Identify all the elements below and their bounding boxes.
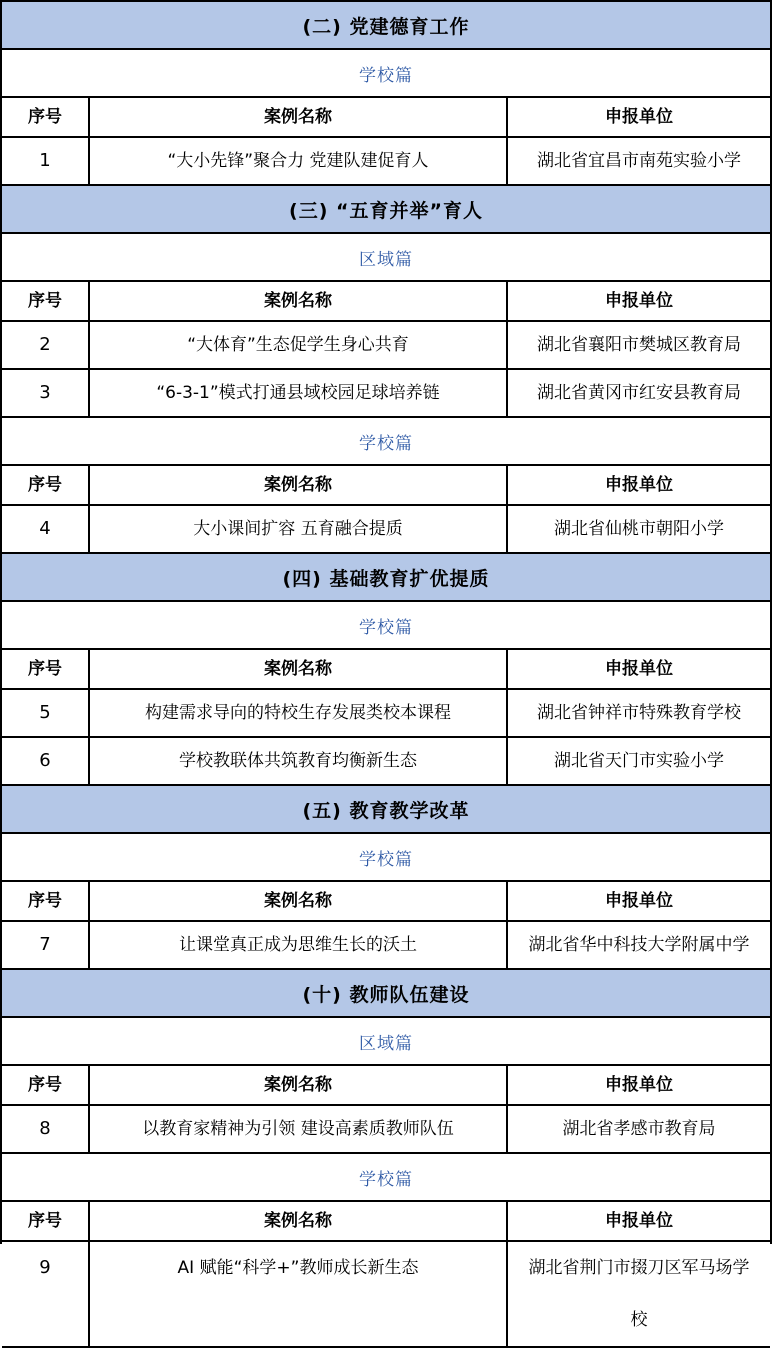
category-row: [2, 234, 770, 282]
section-banner: [2, 186, 770, 234]
column-header-unit: 申报单位: [605, 1074, 673, 1095]
unit-name: 湖北省天门市实验小学: [554, 750, 724, 771]
column-header-unit: 申报单位: [605, 474, 673, 495]
row-number: 3: [2, 370, 90, 416]
section: [2, 554, 770, 786]
row-number: 1: [2, 138, 90, 184]
row-number: 8: [2, 1106, 90, 1152]
category-label: 学校篇: [359, 849, 413, 870]
category-row: [2, 834, 770, 882]
section-title: (三) “五育并举”育人: [289, 199, 483, 222]
column-header-no: 序号: [2, 882, 90, 920]
column-header-unit: 申报单位: [605, 106, 673, 127]
category-label: 区域篇: [359, 1033, 413, 1054]
unit-name: 湖北省襄阳市樊城区教育局: [537, 334, 741, 355]
category-row: [2, 418, 770, 466]
table-row: [2, 138, 770, 186]
row-number: 5: [2, 690, 90, 736]
category-label: 学校篇: [359, 65, 413, 86]
table-header-row: [2, 882, 770, 922]
row-number: 2: [2, 322, 90, 368]
column-header-unit: 申报单位: [605, 890, 673, 911]
category-group: [2, 1018, 770, 1154]
table-row: [2, 922, 770, 970]
row-number: 4: [2, 506, 90, 552]
column-header-case-name: 案例名称: [90, 282, 508, 320]
table-row: [2, 322, 770, 370]
column-header-no: 序号: [2, 98, 90, 136]
table-header-row: [2, 282, 770, 322]
table-row: [2, 690, 770, 738]
section-title: (五) 教育教学改革: [302, 799, 470, 822]
unit-name: 湖北省钟祥市特殊教育学校: [537, 702, 741, 723]
section-title: (二) 党建德育工作: [302, 15, 470, 38]
column-header-no: 序号: [2, 466, 90, 504]
column-header-case-name: 案例名称: [90, 466, 508, 504]
table-row: [2, 738, 770, 786]
table-header-row: [2, 466, 770, 506]
section-banner: [2, 970, 770, 1018]
section-banner: [2, 2, 770, 50]
section: [2, 970, 770, 1348]
case-name: 学校教联体共筑教育均衡新生态: [90, 738, 508, 784]
category-row: [2, 602, 770, 650]
table-header-row: [2, 1066, 770, 1106]
row-number: 9: [2, 1242, 90, 1346]
unit-name: 湖北省黄冈市红安县教育局: [537, 382, 741, 403]
category-label: 学校篇: [359, 433, 413, 454]
case-name: 让课堂真正成为思维生长的沃土: [90, 922, 508, 968]
category-group: [2, 834, 770, 970]
row-number: 6: [2, 738, 90, 784]
column-header-case-name: 案例名称: [90, 650, 508, 688]
column-header-no: 序号: [2, 1066, 90, 1104]
section: [2, 186, 770, 554]
unit-name: 湖北省仙桃市朝阳小学: [554, 518, 724, 539]
section: [2, 786, 770, 970]
table-row: [2, 506, 770, 554]
category-label: 区域篇: [359, 249, 413, 270]
section-banner: [2, 554, 770, 602]
column-header-unit: 申报单位: [605, 1210, 673, 1231]
section: [2, 2, 770, 186]
category-group: [2, 234, 770, 418]
table-header-row: [2, 650, 770, 690]
case-name: “大小先锋”聚合力 党建队建促育人: [90, 138, 508, 184]
column-header-unit: 申报单位: [605, 658, 673, 679]
column-header-no: 序号: [2, 282, 90, 320]
column-header-no: 序号: [2, 650, 90, 688]
section-banner: [2, 786, 770, 834]
category-row: [2, 1018, 770, 1066]
unit-name: 湖北省宜昌市南苑实验小学: [537, 150, 741, 171]
column-header-case-name: 案例名称: [90, 1202, 508, 1240]
unit-name: 湖北省华中科技大学附属中学: [528, 934, 750, 955]
category-label: 学校篇: [359, 1169, 413, 1190]
category-group: [2, 50, 770, 186]
category-row: [2, 1154, 770, 1202]
section-title: (四) 基础教育扩优提质: [282, 567, 490, 590]
row-number: 7: [2, 922, 90, 968]
case-name: “大体育”生态促学生身心共育: [90, 322, 508, 368]
column-header-case-name: 案例名称: [90, 1066, 508, 1104]
table-row: [2, 370, 770, 418]
category-group: [2, 1154, 770, 1348]
case-name: 构建需求导向的特校生存发展类校本课程: [90, 690, 508, 736]
case-name: AI 赋能“科学+”教师成长新生态: [90, 1242, 508, 1346]
table-row: [2, 1242, 770, 1348]
category-group: [2, 602, 770, 786]
column-header-unit: 申报单位: [605, 290, 673, 311]
column-header-case-name: 案例名称: [90, 882, 508, 920]
column-header-no: 序号: [2, 1202, 90, 1240]
table-row: [2, 1106, 770, 1154]
column-header-case-name: 案例名称: [90, 98, 508, 136]
category-label: 学校篇: [359, 617, 413, 638]
case-name: 大小课间扩容 五育融合提质: [90, 506, 508, 552]
unit-name: 湖北省孝感市教育局: [562, 1118, 716, 1139]
case-name: 以教育家精神为引领 建设高素质教师队伍: [90, 1106, 508, 1152]
case-name: “6-3-1”模式打通县域校园足球培养链: [90, 370, 508, 416]
table-header-row: [2, 98, 770, 138]
unit-name: 湖北省荆门市掇刀区军马场学校: [528, 1258, 750, 1330]
category-group: [2, 418, 770, 554]
section-title: (十) 教师队伍建设: [302, 983, 470, 1006]
category-row: [2, 50, 770, 98]
table-header-row: [2, 1202, 770, 1242]
